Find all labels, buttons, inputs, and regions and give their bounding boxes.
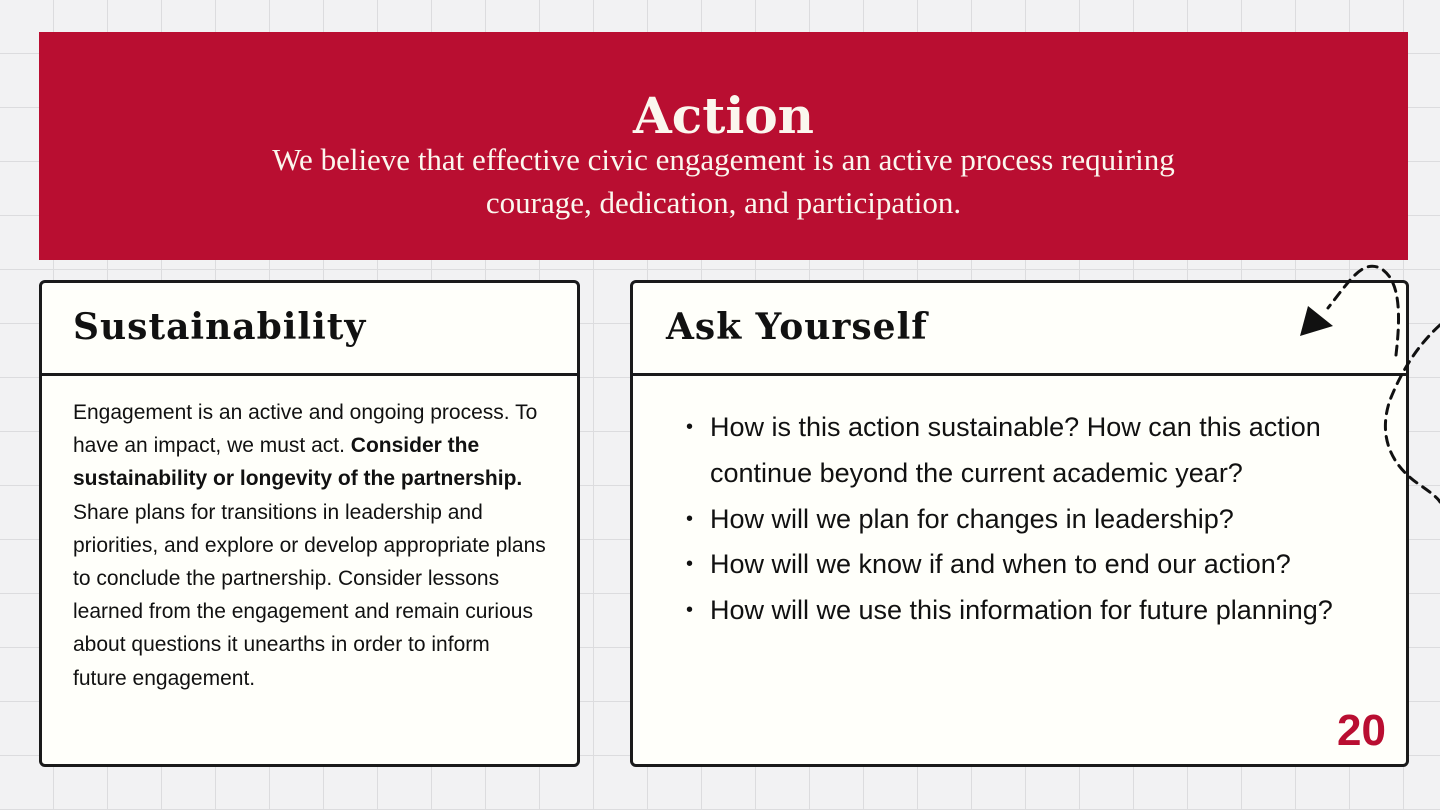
list-item — [686, 542, 1386, 588]
bullet: • — [686, 416, 694, 438]
page-subtitle: We believe that effective civic engagement is an active process requiring courage, dedication, and participation. — [272, 142, 1175, 220]
question-text: How will we know if and when to end our action? — [710, 549, 1291, 580]
page-number: 20 — [1337, 706, 1386, 755]
bullet: • — [686, 507, 694, 530]
list-item — [686, 405, 1386, 497]
sustainability-body — [73, 396, 548, 695]
question-list — [686, 405, 1386, 634]
sustainability-body-intro: Engagement is an active and ongoing process. To have an impact, we must act. — [73, 401, 538, 458]
page-title: Action — [632, 86, 815, 145]
question-text: How will we plan for changes in leadership? — [710, 503, 1234, 534]
question-text: How is this action sustainable? How can this action continue beyond the current academic year? — [710, 412, 1321, 488]
question-text: How will we use this information for future planning? — [710, 595, 1333, 626]
ask-yourself-title: Ask Yourself — [666, 306, 928, 348]
bullet: • — [686, 553, 694, 576]
sustainability-card-header — [42, 283, 577, 376]
list-item — [686, 588, 1386, 634]
dashed-arrow-icon — [1290, 260, 1440, 520]
bullet: • — [686, 599, 694, 622]
list-item — [686, 497, 1386, 543]
title-banner — [39, 32, 1408, 260]
sustainability-body-bold: Consider the sustainability or longevity of the partnership. — [73, 434, 523, 491]
sustainability-card — [39, 280, 580, 767]
sustainability-title: Sustainability — [73, 306, 367, 348]
sustainability-body-rest: Share plans for transitions in leadership and priorities, and explore or develop appropriate plans to conclude the partnership. Consider lessons learned from the engagement and remain curious about questions it unearths in order to inform future engagement. — [73, 500, 546, 690]
